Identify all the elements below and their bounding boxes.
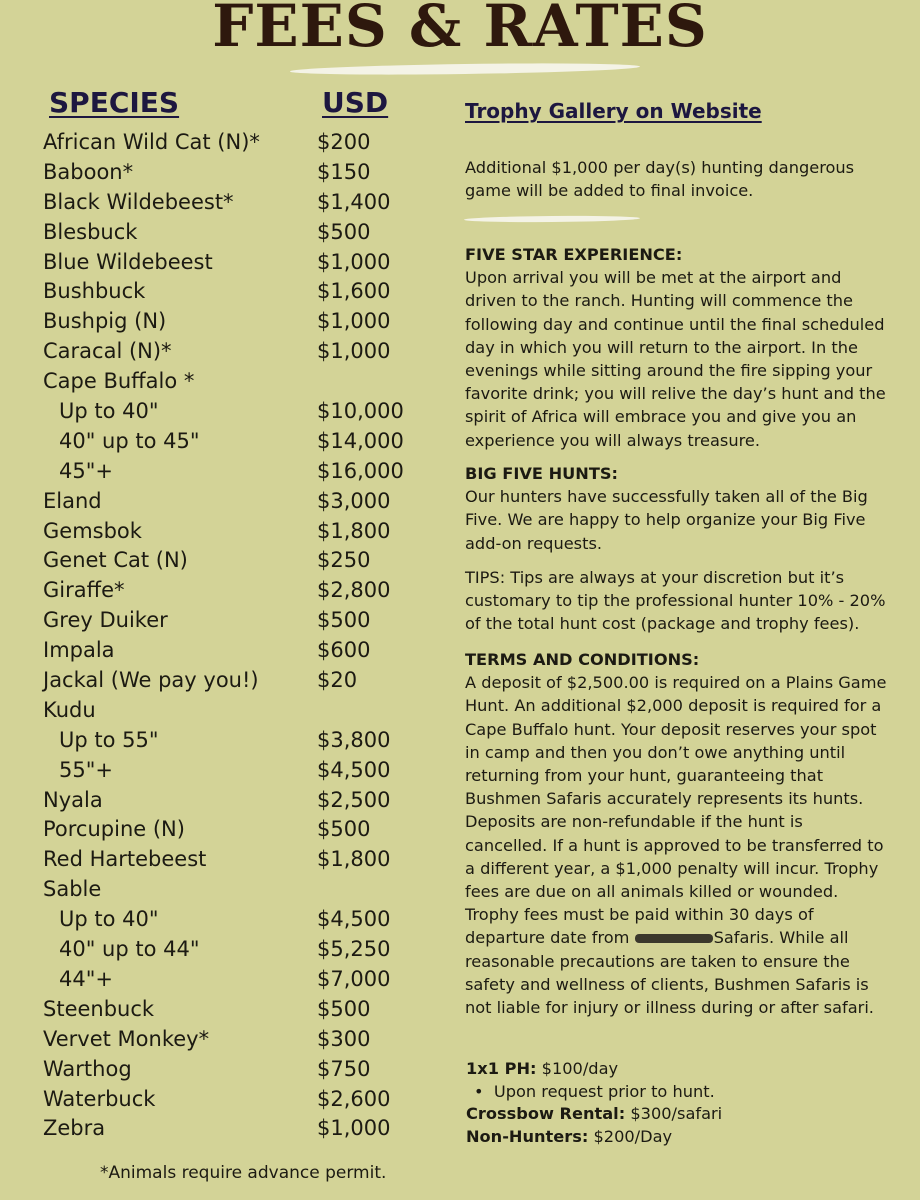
species-price: $1,000	[317, 339, 391, 364]
species-name: Bushbuck	[43, 279, 146, 304]
species-row	[43, 965, 423, 995]
species-name: Vervet Monkey*	[43, 1026, 210, 1051]
species-price: $250	[317, 548, 371, 573]
species-name: Kudu	[43, 697, 96, 722]
species-name: Up to 55"	[59, 727, 159, 752]
species-name: Impala	[43, 638, 115, 663]
species-name: Sable	[43, 877, 102, 902]
species-row	[43, 696, 423, 726]
species-name: Eland	[43, 488, 102, 513]
species-name: Caracal (N)*	[43, 339, 172, 364]
species-price: $500	[317, 219, 371, 244]
species-price: $500	[317, 608, 371, 633]
species-row	[43, 158, 423, 188]
species-row	[43, 337, 423, 367]
permit-footnote: *Animals require advance permit.	[100, 1163, 387, 1183]
species-row	[43, 995, 423, 1025]
species-name: Waterbuck	[43, 1086, 156, 1111]
species-price: $1,600	[317, 279, 391, 304]
big-five-section	[465, 462, 890, 555]
species-price: $4,500	[317, 757, 391, 782]
species-row	[43, 397, 423, 427]
species-row	[43, 457, 423, 487]
species-row	[43, 128, 423, 158]
species-price: $2,500	[317, 787, 391, 812]
crossbow-label: Crossbow Rental:	[466, 1104, 626, 1123]
terms-body-part1: A deposit of $2,500.00 is required on a Plains Game Hunt. An additional $2,000 deposit is required for a Cape Buffalo hunt. Your deposit reserves your spot in camp and then you don’t owe anything until returning from your hunt, guaranteeing that Bushmen Safaris accurately represents its hunts. Deposits are non-refundable if the hunt is cancelled. If a hunt is approved to be transferred to a different year, a $1,000 penalty will incur. Trophy fees are due on all animals killed or wounded. Trophy fees must be paid within 30 days of departure date from	[465, 673, 887, 948]
species-price: $4,500	[317, 907, 391, 932]
species-name: African Wild Cat (N)*	[43, 130, 260, 154]
species-price-list	[43, 128, 423, 1144]
species-row	[43, 487, 423, 517]
big-five-body: Our hunters have successfully taken all of the Big Five. We are happy to help organize your Big Five add-on requests.	[465, 487, 868, 553]
species-name: Cape Buffalo *	[43, 369, 195, 394]
ph-label: 1x1 PH:	[466, 1059, 537, 1078]
five-star-body: Upon arrival you will be met at the airport and driven to the ranch. Hunting will commence the following day and continue until the final scheduled day in which you will return to the airport. In the evenings while sitting around the fire sipping your favorite drink; you will relive the day’s hunt and the spirit of Africa will embrace you and give you an experience you will always treasure.	[465, 268, 886, 450]
section-divider-brush	[464, 215, 640, 223]
nonhunter-label: Non-Hunters:	[466, 1126, 589, 1146]
species-price: $750	[317, 1056, 371, 1081]
species-name: 40" up to 45"	[59, 428, 200, 453]
species-name: Genet Cat (N)	[43, 548, 188, 573]
species-name: Jackal (We pay you!)	[43, 668, 259, 693]
species-row	[43, 1055, 423, 1085]
species-price: $14,000	[317, 428, 404, 453]
species-name: Up to 40"	[59, 399, 159, 424]
species-name: Up to 40"	[59, 907, 159, 932]
species-price: $3,800	[317, 727, 391, 752]
species-name: Blesbuck	[43, 219, 138, 244]
species-name: Zebra	[43, 1116, 106, 1141]
terms-body-part2: Safaris. While all reasonable precautions are taken to ensure the safety and wellness of clients, Bushmen Safaris is not liable for injury or illness during or after safari.	[465, 928, 874, 1018]
species-price: $1,000	[317, 249, 391, 274]
species-row	[43, 248, 423, 278]
species-column-header: SPECIES	[49, 86, 180, 119]
species-price: $500	[317, 817, 371, 842]
species-price: $16,000	[317, 458, 404, 483]
ph-value: $100/day	[536, 1059, 619, 1078]
ph-note-text: Upon request prior to hunt.	[493, 1081, 715, 1101]
ph-line	[466, 1058, 722, 1081]
species-price: $150	[317, 159, 371, 184]
dangerous-game-note: Additional $1,000 per day(s) hunting dangerous game will be added to final invoice.	[465, 158, 855, 201]
species-price: $600	[317, 638, 371, 663]
species-price: $2,600	[317, 1086, 391, 1111]
species-name: 44"+	[59, 966, 113, 991]
species-name: Nyala	[43, 787, 103, 812]
species-row	[43, 726, 423, 756]
extras-block	[466, 1058, 722, 1148]
redaction-mark	[635, 934, 713, 943]
species-price: $3,000	[317, 488, 391, 513]
species-row	[43, 815, 423, 845]
species-price: $7,000	[317, 966, 391, 991]
species-row	[43, 1025, 423, 1055]
trophy-gallery-link[interactable]: Trophy Gallery on Website	[465, 99, 762, 123]
species-price: $5,250	[317, 937, 391, 962]
species-name: Blue Wildebeest	[43, 249, 213, 274]
species-price: $1,800	[317, 847, 391, 872]
species-row	[43, 218, 423, 248]
species-price: $300	[317, 1026, 371, 1051]
species-name: Bushpig (N)	[43, 309, 167, 334]
species-price: $10,000	[317, 399, 404, 424]
species-row	[43, 786, 423, 816]
big-five-heading: BIG FIVE HUNTS:	[465, 464, 618, 483]
species-name: Warthog	[43, 1056, 132, 1081]
species-price: $200	[317, 130, 371, 154]
terms-section	[465, 648, 890, 1019]
bullet-icon: •	[474, 1081, 494, 1101]
crossbow-value: $300/safari	[625, 1104, 723, 1123]
species-row	[43, 427, 423, 457]
ph-note	[466, 1081, 722, 1104]
page-title: FEES & RATES	[212, 0, 708, 60]
tips-paragraph: TIPS: Tips are always at your discretion but it’s customary to tip the professional hunter 10% - 20% of the total hunt cost (package and trophy fees).	[465, 568, 886, 634]
species-price: $1,000	[317, 309, 391, 334]
species-row	[43, 576, 423, 606]
species-row	[43, 756, 423, 786]
species-name: 45"+	[59, 458, 113, 483]
species-name: Giraffe*	[43, 578, 125, 603]
species-name: Porcupine (N)	[43, 817, 185, 842]
title-underline-brush	[290, 62, 640, 77]
species-price: $1,400	[317, 189, 391, 214]
species-row	[43, 1085, 423, 1115]
species-name: 40" up to 44"	[59, 937, 200, 962]
species-name: Baboon*	[43, 159, 134, 184]
species-row	[43, 905, 423, 935]
species-row	[43, 606, 423, 636]
species-row	[43, 367, 423, 397]
species-name: Red Hartebeest	[43, 847, 207, 872]
species-row	[43, 636, 423, 666]
species-name: Steenbuck	[43, 996, 155, 1021]
species-name: 55"+	[59, 757, 113, 782]
species-row	[43, 666, 423, 696]
species-row	[43, 188, 423, 218]
species-name: Gemsbok	[43, 518, 142, 543]
species-row	[43, 546, 423, 576]
species-row	[43, 307, 423, 337]
species-name: Grey Duiker	[43, 608, 168, 633]
species-price: $500	[317, 996, 371, 1021]
species-price: $1,000	[317, 1116, 391, 1141]
nonhunter-line	[466, 1126, 722, 1149]
species-row	[43, 277, 423, 307]
species-row	[43, 845, 423, 875]
species-price: $1,800	[317, 518, 391, 543]
crossbow-line	[466, 1103, 722, 1126]
five-star-section	[465, 243, 890, 452]
species-price: $20	[317, 668, 358, 693]
terms-body	[465, 671, 890, 1019]
species-row	[43, 1114, 423, 1144]
five-star-heading: FIVE STAR EXPERIENCE:	[465, 245, 683, 264]
terms-heading: TERMS AND CONDITIONS:	[465, 650, 700, 669]
species-price: $2,800	[317, 578, 391, 603]
nonhunter-value: $200/Day	[588, 1126, 673, 1146]
species-row	[43, 875, 423, 905]
species-row	[43, 517, 423, 547]
usd-column-header: USD	[322, 86, 389, 119]
species-row	[43, 935, 423, 965]
species-name: Black Wildebeest*	[43, 189, 234, 214]
